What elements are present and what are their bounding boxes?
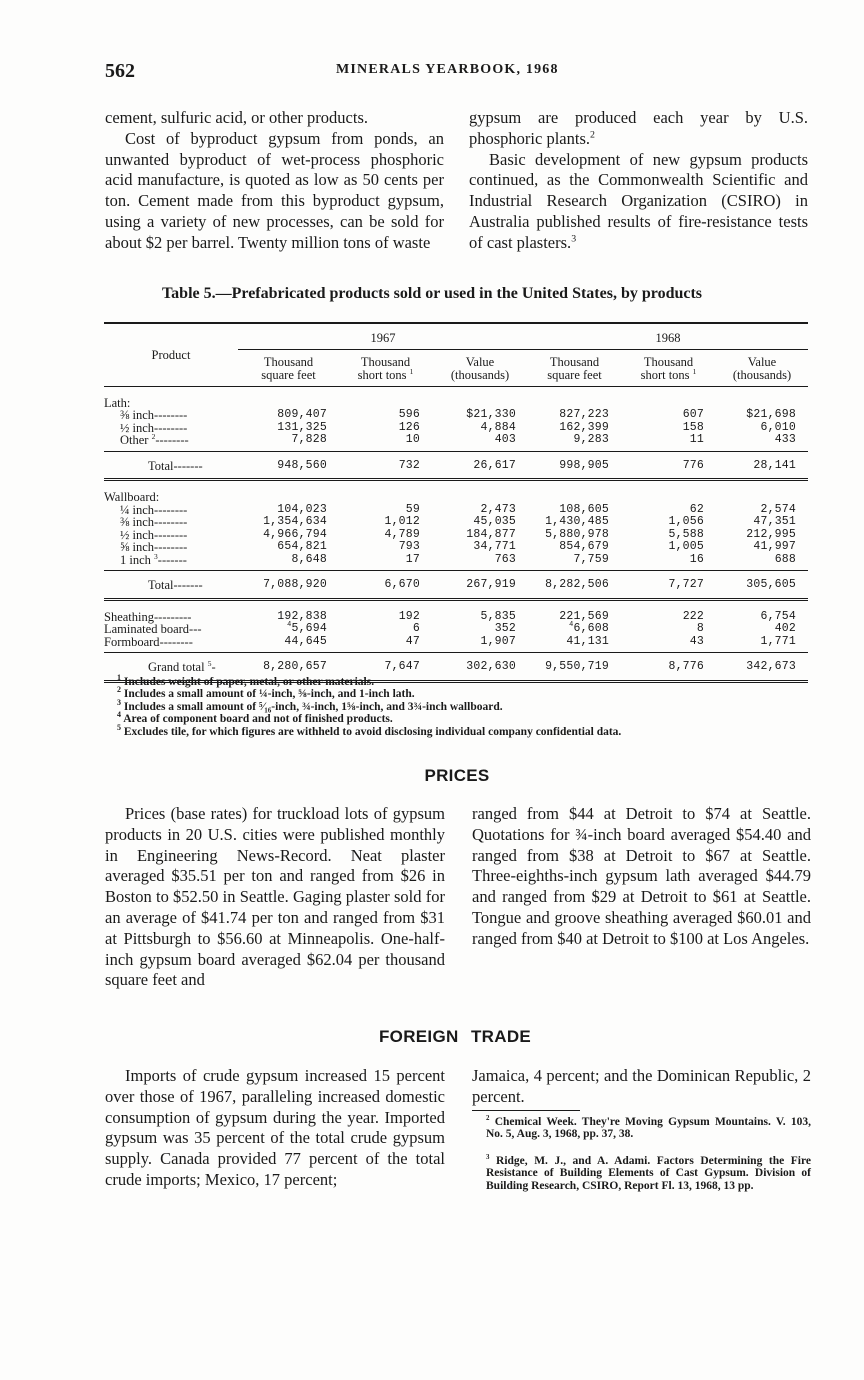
foreign-right-column: [472, 1066, 811, 1108]
table-footnote: $^5$ Excludes tile, for which figures are withheld to avoid disclosing individual company confidential data.: [117, 722, 622, 738]
prices-left-text: Prices (base rates) for truckload lots of gypsum products in 20 U.S. cities were published monthly in Engineering News-Record. Neat plaster averaged $35.51 per ton and ranged from $26 in Boston to $52.50 in Seattle. Gaging plaster sold for an average of $41.74 per ton and ranged from $31 at Pittsburgh to $56.60 at Minneapolis. One-half-inch gypsum board averaged $62.04 per thousand square feet and: [105, 804, 445, 990]
table-row: ⅜ inch-------- 809,407 596 $21,330 827,223 607 $21,698: [120, 408, 796, 422]
table-row: Laminated board--- $^4$5,694 6 352 $^4$6,608 8 402: [104, 621, 796, 636]
foreign-left-column: [105, 1066, 445, 1191]
footnote-divider: [472, 1110, 580, 1111]
col-header-sqft: Thousand square feet: [547, 354, 602, 382]
table-footnotes: [117, 673, 807, 738]
prices-right-column: [472, 804, 811, 950]
table-row: ¼ inch-------- 104,023 59 2,473 108,605 62 2,574: [120, 502, 796, 517]
prefab-products-table: [104, 322, 808, 683]
table-footnote: $^3$ Includes a small amount of ⁵⁄₁₆-inch, ¾-inch, 1⅝-inch, and 3¾-inch wallboard.: [117, 697, 503, 713]
intro-left-column: [105, 108, 444, 254]
group-label-lath: Lath:: [104, 395, 131, 410]
table-footnote: $^4$ Area of component board and not of finished products.: [117, 710, 393, 726]
intro-left-p2: Cost of byproduct gypsum from ponds, an unwanted byproduct of wet-process phosphoric acid manufacture, is quoted as low as 50 cents per ton. Cement made from this byproduct gypsum, using a variety of new processes, can be sold for about $2 per barrel. Twenty million tons of waste: [105, 128, 444, 252]
year-header-1967: 1967: [238, 323, 528, 349]
table-row-total: Total------- 948,560 732 26,617 998,905 776 28,141: [104, 451, 808, 480]
table-footnote: $^1$ Includes weight of paper, metal, or other materials.: [117, 673, 375, 688]
table-row: ⅝ inch-------- 654,821 793 34,771 854,679 1,005 41,997: [120, 540, 796, 554]
table-footnote: $^2$ Includes a small amount of ¼-inch, ⅝-inch, and 1-inch lath.: [117, 685, 415, 701]
col-header-sqft: Thousand square feet: [261, 354, 316, 382]
product-header: Product: [104, 323, 238, 386]
table-row: Sheathing--------- 192,838 192 5,835 221,569 222 6,754: [104, 609, 796, 624]
table-row: Formboard-------- 44,645 47 1,907 41,131 43 1,771: [104, 636, 808, 653]
prices-left-column: [105, 804, 445, 991]
data-table-container: [104, 322, 808, 683]
foreign-left-text: Imports of crude gypsum increased 15 percent over those of 1967, paralleling increased domestic consumption of gypsum during the year. Imported gypsum was 35 percent of the total crude gypsum supply. Canada provided 77 percent of the total crude imports; Mexico, 17 percent;: [105, 1066, 445, 1189]
table-title: Table 5.—Prefabricated products sold or used in the United States, by products: [161, 285, 703, 302]
table-row: Other $^2$-------- 7,828 10 403 9,283 11 433: [104, 434, 808, 451]
running-title: MINERALS YEARBOOK, 1968: [336, 62, 559, 77]
footnote-ref-2: 2: [590, 129, 595, 141]
table-row: 1 inch $^3$------- 8,648 17 763 7,759 16 688: [104, 554, 808, 571]
col-header-tons: Thousand short tons $^1$: [357, 354, 414, 382]
intro-right-column: [469, 108, 808, 254]
col-header-tons: Thousand short tons $^1$: [640, 354, 697, 382]
prices-right-text: ranged from $44 at Detroit to $74 at Seattle. Quotations for ¾-inch board averaged $54.40 and ranged from $38 at Detroit to $67 at Seattle. Three-eighths-inch gypsum lath averaged $44.79 and ranged from $29 at Detroit to $61 at Seattle. Tongue and groove sheathing averaged $60.01 and ranged from $40 at Detroit to $100 at Los Angeles.: [472, 804, 811, 948]
table-row: ½ inch-------- 131,325 126 4,884 162,399 158 6,010: [120, 420, 796, 435]
footnote-ref-3: 3: [571, 233, 577, 245]
table-row: ½ inch-------- 4,966,794 4,789 184,877 5,880,978 5,588 212,995: [120, 527, 796, 542]
prices-heading: PRICES: [424, 766, 490, 785]
intro-right-p2: Basic development of new gypsum products continued, as the Commonwealth Scientific and Industrial Research Organization (CSIRO) in Australia published results of fire-resistance tests of cast plasters.$^3$: [469, 149, 808, 252]
table-row: ⅜ inch-------- 1,354,634 1,012 45,035 1,430,485 1,056 47,351: [120, 515, 796, 529]
col-header-value: Value (thousands): [450, 354, 510, 382]
intro-right-p1: gypsum are produced each year by U.S. phosphoric plants.$^2$: [469, 108, 808, 148]
page-footnote-2: $^2$ Chemical Week. They're Moving Gypsum Mountains. V. 103, No. 5, Aug. 3, 1968, pp. 37, 38.: [486, 1115, 811, 1141]
page-number: 562: [105, 60, 135, 82]
page-footnote-3: $^3$ Ridge, M. J., and A. Adami. Factors Determining the Fire Resistance of Building Elements of Cast Gypsum. Division of Building Research, CSIRO, Report Fl. 13, 1968, 13 pp.: [486, 1154, 811, 1192]
table-row-grand-total: Grand total $^5$- 8,280,657 7,647 302,630 9,550,719 8,776 342,673: [104, 653, 808, 682]
year-header-1968: 1968: [528, 323, 808, 349]
col-header-value: Value (thousands): [732, 354, 792, 382]
foreign-right-text: Jamaica, 4 percent; and the Dominican Republic, 2 percent.: [472, 1066, 811, 1106]
group-label-wallboard: Wallboard:: [104, 490, 160, 504]
table-row-total: Total------- 7,088,920 6,670 267,919 8,282,506 7,727 305,605: [104, 571, 808, 600]
intro-left-p1: cement, sulfuric acid, or other products.: [105, 108, 368, 127]
